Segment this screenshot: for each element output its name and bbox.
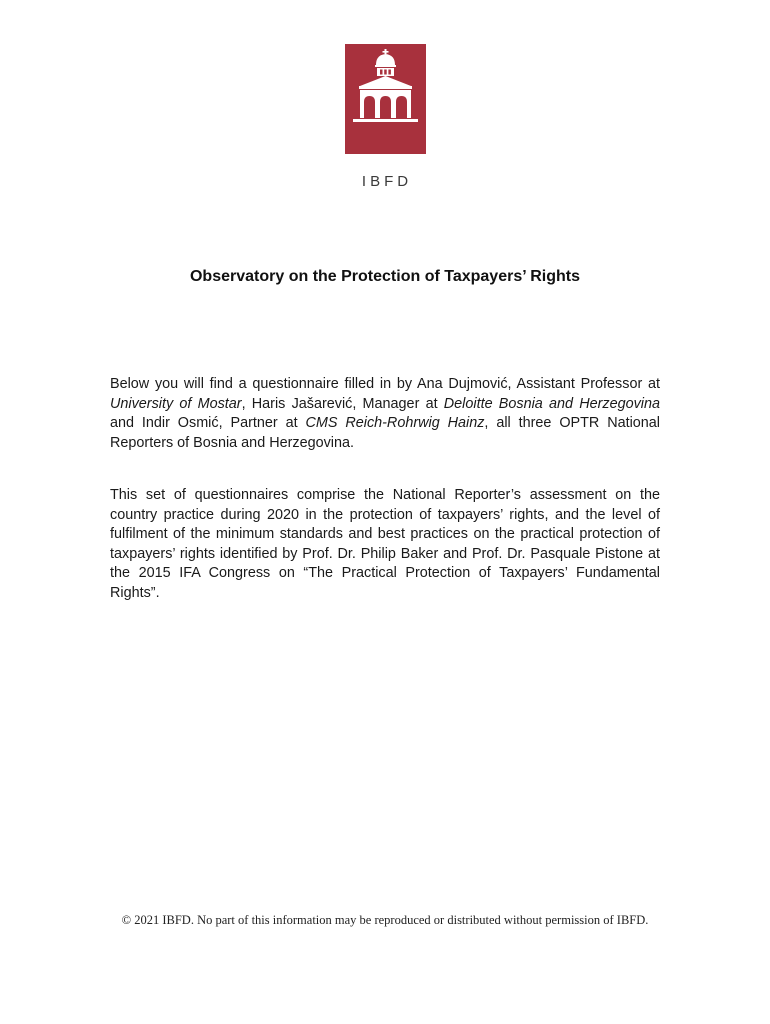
ibfd-logo <box>345 44 426 190</box>
university-name: University of Mostar <box>110 395 242 412</box>
intro-text-2: , Haris Jašarević, Manager at <box>241 395 444 412</box>
building-icon <box>345 44 426 170</box>
intro-text-3: and Indir Osmić, Partner at <box>110 415 306 431</box>
copyright-footer: © 2021 IBFD. No part of this information may be reproduced or distributed without permission of IBFD. <box>121 913 649 927</box>
deloitte-name: Deloitte Bosnia and Herzegovina <box>443 395 661 412</box>
assessment-paragraph: This set of questionnaires comprise the National Reporter’s assessment on the country practice during 2020 in the protection of taxpayers’ rights, and the level of fulfilment of the minimum standards and best practices on the practical protection of taxpayers’ rights identified by Prof. Dr. Philip Baker and Prof. Dr. Pasquale Pistone at the 2015 IFA Congress on “The Practical Protection of Taxpayers’ Fundamental Rights”. <box>110 487 660 601</box>
cms-name: CMS Reich-Rohrwig Hainz <box>305 415 485 431</box>
document-title: Observatory on the Protection of Taxpayers’ Rights <box>189 268 580 285</box>
intro-text-4: , all three OPTR National Reporters of Bosnia and Herzegovina. <box>110 415 660 451</box>
intro-text-1: Below you will find a questionnaire filled in by Ana Dujmović, Assistant Professor at <box>110 376 660 392</box>
logo-text: IBFD <box>361 173 413 190</box>
intro-paragraph <box>110 375 660 453</box>
